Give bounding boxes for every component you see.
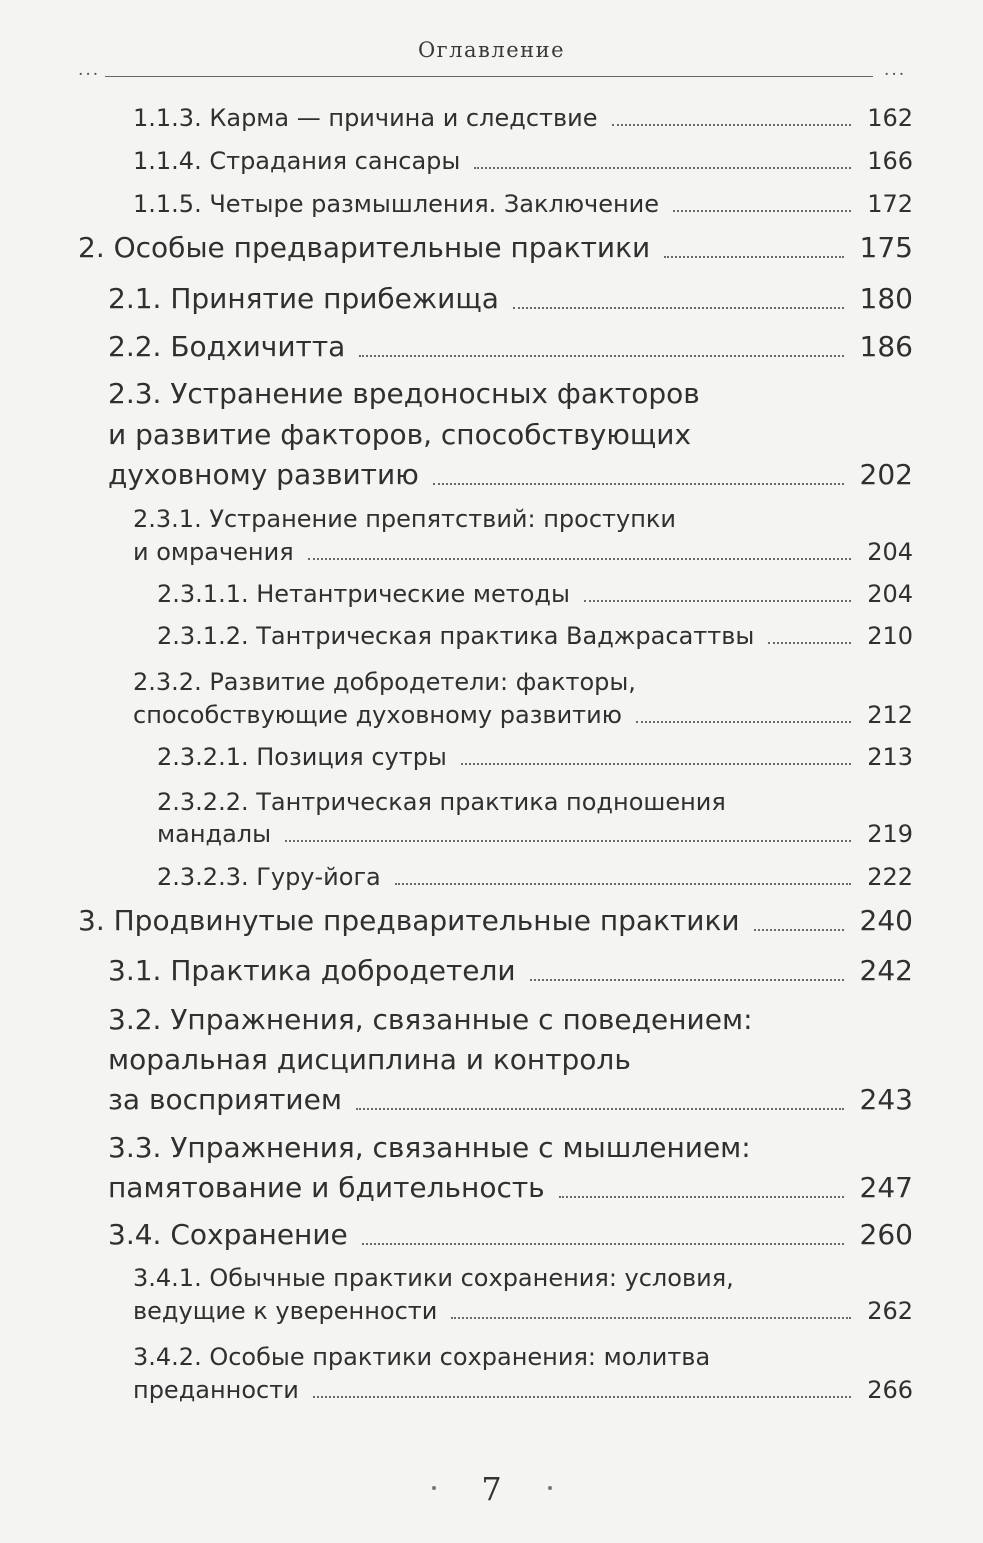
toc-entry-page: 180: [859, 282, 913, 315]
toc-entry-title: преданности: [133, 1376, 299, 1404]
toc-entry[interactable]: [133, 1264, 913, 1292]
toc-entry[interactable]: [108, 1003, 913, 1036]
toc-entry[interactable]: [157, 788, 913, 816]
dot-leader: [285, 840, 851, 842]
dot-leader: [559, 1196, 844, 1198]
toc-entry-page: 243: [859, 1083, 913, 1116]
toc-entry-page: 175: [859, 231, 913, 264]
dot-leader: [673, 210, 851, 212]
header-right-dots: ...: [884, 60, 907, 80]
toc-entry-title: 3.1. Практика добродетели: [108, 954, 516, 987]
dot-leader: [513, 307, 844, 309]
toc-entry-page: 213: [867, 743, 913, 771]
toc-entry-title: 3. Продвинутые предварительные практики: [78, 904, 740, 937]
toc-entry[interactable]: [133, 190, 913, 218]
toc-entry-title: и омрачения: [133, 538, 294, 566]
toc-entry-page: 166: [867, 147, 913, 175]
toc-entry-title: за восприятием: [108, 1083, 342, 1116]
toc-entry-title: 2.3.2.2. Тантрическая практика подношения: [157, 788, 726, 816]
dot-leader: [612, 124, 852, 126]
toc-entry-title: 3.4. Сохранение: [108, 1218, 348, 1251]
toc-entry[interactable]: [133, 147, 913, 175]
toc-entry-title: памятование и бдительность: [108, 1171, 545, 1204]
toc-entry-page: 260: [859, 1218, 913, 1251]
toc-entry-page: 204: [867, 538, 913, 566]
toc-entry-title: 2.3.2.3. Гуру-йога: [157, 863, 381, 891]
toc-entry-page: 222: [867, 863, 913, 891]
toc-entry[interactable]: [108, 1131, 913, 1164]
toc-entry-title: мандалы: [157, 820, 272, 848]
toc-entry[interactable]: [108, 377, 913, 410]
toc-entry[interactable]: [108, 1043, 913, 1076]
toc-entry-title: 2.3.1.2. Тантрическая практика Ваджрасаттвы: [157, 622, 755, 650]
dot-leader: [461, 763, 851, 765]
toc-entry-title: 2.3.1. Устранение препятствий: проступки: [133, 505, 677, 533]
toc-entry-page: 242: [859, 954, 913, 987]
toc-entry-title: способствующие духовному развитию: [133, 701, 622, 729]
toc-entry-title: 2.3.1.1. Нетантрические методы: [157, 580, 570, 608]
toc-entry[interactable]: [108, 954, 913, 987]
toc-entry[interactable]: [133, 538, 913, 566]
toc-entry-page: 212: [867, 701, 913, 729]
toc-entry-title: 3.4.1. Обычные практики сохранения: условия,: [133, 1264, 734, 1292]
dot-leader: [313, 1396, 851, 1398]
toc-entry[interactable]: [157, 820, 913, 848]
dot-leader: [768, 642, 851, 644]
toc-entry-title: 3.3. Упражнения, связанные с мышлением:: [108, 1131, 751, 1164]
toc-entry[interactable]: [108, 282, 913, 315]
toc-entry-title: ведущие к уверенности: [133, 1297, 438, 1325]
dot-leader: [754, 929, 844, 931]
toc-entry[interactable]: [157, 622, 913, 650]
toc-entry-title: 1.1.3. Карма — причина и следствие: [133, 104, 598, 132]
dot-leader: [664, 256, 843, 258]
dot-leader: [395, 883, 851, 885]
dot-leader: [362, 1243, 844, 1245]
toc-entry[interactable]: [108, 458, 913, 491]
toc-entry[interactable]: [133, 1343, 913, 1371]
toc-entry[interactable]: [133, 1376, 913, 1404]
dot-leader: [530, 979, 844, 981]
toc-entry-page: 210: [867, 622, 913, 650]
toc-entry-page: 247: [859, 1171, 913, 1204]
folio-dot-right: [548, 1486, 552, 1490]
toc-entry[interactable]: [157, 863, 913, 891]
toc-entry[interactable]: [108, 1171, 913, 1204]
toc-entry[interactable]: [133, 1297, 913, 1325]
dot-leader: [584, 600, 851, 602]
dot-leader: [356, 1108, 844, 1110]
toc-entry-title: 1.1.5. Четыре размышления. Заключение: [133, 190, 660, 218]
dot-leader: [359, 355, 843, 357]
toc-entry-page: 266: [867, 1376, 913, 1404]
toc-entry-page: 202: [859, 458, 913, 491]
toc-entry-page: 204: [867, 580, 913, 608]
page-header: Оглавление: [417, 38, 566, 62]
toc-entry-title: моральная дисциплина и контроль: [108, 1043, 631, 1076]
toc-entry-title: 3.4.2. Особые практики сохранения: молитва: [133, 1343, 711, 1371]
toc-entry[interactable]: [133, 701, 913, 729]
page-number: 7: [481, 1470, 502, 1508]
toc-entry[interactable]: [133, 668, 913, 696]
toc-entry-title: 3.2. Упражнения, связанные с поведением:: [108, 1003, 753, 1036]
toc-entry-page: 172: [867, 190, 913, 218]
toc-entry-title: 2.2. Бодхичитта: [108, 330, 346, 363]
toc-entry-title: 2.3. Устранение вредоносных факторов: [108, 377, 700, 410]
toc-entry[interactable]: [157, 580, 913, 608]
toc-entry[interactable]: [78, 904, 913, 937]
toc-entry[interactable]: [108, 418, 913, 451]
dot-leader: [308, 558, 852, 560]
toc-entry-title: 1.1.4. Страдания сансары: [133, 147, 461, 175]
dot-leader: [451, 1317, 851, 1319]
toc-entry-page: 240: [859, 904, 913, 937]
toc-entry-page: 186: [859, 330, 913, 363]
toc-entry[interactable]: [157, 743, 913, 771]
toc-entry[interactable]: [133, 505, 913, 533]
toc-entry[interactable]: [108, 1083, 913, 1116]
toc-entry-title: 2.1. Принятие прибежища: [108, 282, 499, 315]
toc-entry[interactable]: [108, 1218, 913, 1251]
toc-entry[interactable]: [108, 330, 913, 363]
toc-entry[interactable]: [133, 104, 913, 132]
toc-entry-title: 2.3.2. Развитие добродетели: факторы,: [133, 668, 636, 696]
dot-leader: [474, 167, 851, 169]
dot-leader: [433, 483, 844, 485]
dot-leader: [636, 721, 851, 723]
toc-entry-page: 262: [867, 1297, 913, 1325]
toc-entry[interactable]: [78, 231, 913, 264]
toc-entry-title: 2. Особые предварительные практики: [78, 231, 651, 264]
toc-entry-title: и развитие факторов, способствующих: [108, 418, 692, 451]
toc-entry-page: 219: [867, 820, 913, 848]
toc-entry-page: 162: [867, 104, 913, 132]
header-left-dots: ...: [78, 60, 101, 80]
toc-entry-title: 2.3.2.1. Позиция сутры: [157, 743, 447, 771]
toc-entry-title: духовному развитию: [108, 458, 419, 491]
